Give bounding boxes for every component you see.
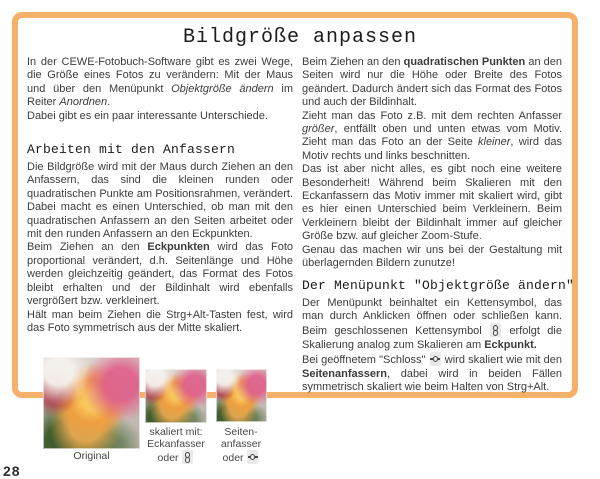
paragraph-anfasser-1: Die Bildgröße wird mit der Maus durch Ziehen an den Anfassern, das sind die kleinen runden oder quadratischen Punkte am Positionsrahmen, verändert. Dabei macht es einen Unterschied, ob man mit den quadratischen Anfassern an den Seiten arbeitet oder mit den runden Anfassern an den Eckpunkten.	[27, 161, 293, 241]
page-title: Bildgröße anpassen	[182, 26, 418, 49]
chain-open-icon	[247, 450, 258, 464]
section-heading-anfasser: Arbeiten mit den Anfassern	[27, 142, 236, 158]
paragraph-anfasser-2: Beim Ziehen an den Eckpunkten wird das Foto proportional verändert, d.h. Seitenlänge und Höhe werden gleichzeitig geändert, das Format des Fotos bleibt erhalten und der Bildinhalt wird ebenfalls vergrößert bzw. verkleinert.	[27, 241, 293, 308]
paragraph-intro-2: Dabei gibt es ein paar interessante Unterschiede.	[27, 109, 268, 122]
paragraph-intro-1: In der CEWE-Fotobuch-Software gibt es zwei Wege, die Größe eines Fotos zu verändern: Mit der Maus und über den Menüpunkt Objektgröße ändern im Reiter Anordnen.	[27, 56, 294, 109]
figure-caption-scaled-corner: skaliert mit: Eckanfasser oder	[147, 426, 205, 464]
paragraph-side-handles-2: Zieht man das Foto z.B. mit dem rechten Anfasser größer, entfällt oben und unten etwas vom Motiv. Zieht man das Foto an der Seite kleiner, wird das Motiv rechts und links beschnitten.	[302, 109, 562, 162]
paragraph-side-handles-4: Genau das machen wir uns bei der Gestaltung mit überlagernden Bildern zunutze!	[302, 243, 562, 270]
page-number: 28	[3, 463, 21, 479]
figure-caption-scaled-side: Seiten- anfasser oder	[220, 426, 262, 464]
paragraph-menu-2: Bei geöffnetem "Schloss" wird skaliert wie mit den Seitenanfassern, dabei wird in beiden Fällen symmetrisch skaliert wie beim Halten von Strg+Alt.	[302, 354, 562, 393]
figure-photo-original	[43, 357, 140, 449]
paragraph-side-handles-3: Das ist aber nicht alles, es gibt noch eine weitere Besonderheit! Während beim Skalieren mit den Eckanfassern das Motiv immer mit skaliert wird, gibt es hier einen Unterschied beim Verkleinern. Beim Verkleinern bleibt der Bildinhalt immer auf gleicher Größe bzw. auf gleicher Zoom-Stufe.	[302, 163, 562, 243]
figure-photo-scaled-side	[216, 369, 267, 422]
figure-caption-original: Original	[73, 450, 110, 462]
paragraph-menu-1: Der Menüpunkt beinhaltet ein Kettensymbol, das man durch Anklicken öffnen oder schließen kann. Beim geschlossenen Kettensymbol erfolgt die Skalierung analog zum Skalieren am Eckpunkt.	[302, 296, 562, 351]
right-column	[302, 56, 575, 394]
figure-photo-scaled-corner	[145, 369, 207, 423]
paragraph-side-handles-1: Beim Ziehen an den quadratischen Punkten an den Seiten wird nur die Höhe oder Breite des Fotos geändert. Dadurch ändert sich das Format des Fotos und auch der Bildinhalt.	[302, 56, 562, 109]
chain-closed-icon	[182, 450, 193, 464]
paragraph-anfasser-3: Hält man beim Ziehen die Strg+Alt-Tasten fest, wird das Foto symmetrisch aus der Mitte skaliert.	[27, 308, 293, 334]
left-column	[27, 56, 293, 335]
chain-closed-icon	[490, 323, 501, 337]
chain-open-icon	[430, 352, 441, 366]
section-heading-menu: Der Menüpunkt "Objektgröße ändern"	[302, 277, 575, 293]
